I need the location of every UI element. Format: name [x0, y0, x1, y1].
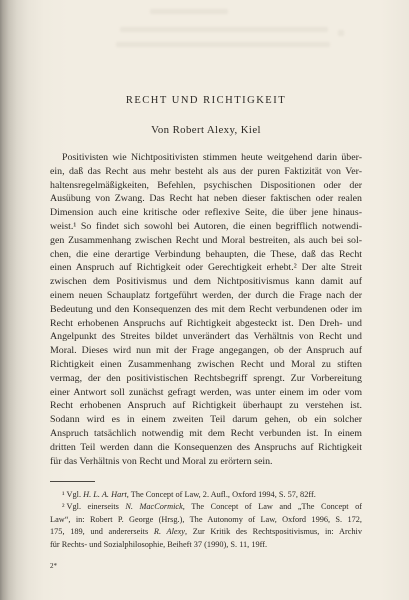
- signature-mark: 2*: [50, 562, 57, 570]
- body-line: Dimension auch eine kritische oder reflexive Seite, die über jene hinaus-: [50, 207, 362, 219]
- bleed-through-mark: [150, 9, 228, 14]
- footnote-author-name: R. Alexy: [153, 527, 185, 537]
- footnote-rule: [50, 481, 95, 482]
- footnote-1: [50, 489, 362, 501]
- body-line: Sodann wird es in einem zweiten Teil darum gehen, ob ein solcher: [50, 414, 362, 426]
- footnote-text: für Rechts- und Sozialphilosophie, Beiheft 37 (1990), S. 11, 19ff.: [50, 539, 268, 549]
- body-line: Bedeutung und den Konsequenzen des mit dem Recht verbundenen oder im: [50, 303, 362, 315]
- body-line: Richtigkeit einen Zusammenhang zwischen Recht und Moral zu stiften: [50, 358, 362, 370]
- footnote-text: 175, 189, und andererseits: [50, 527, 154, 537]
- footnote-author-name: H. L. A. Hart: [83, 490, 127, 499]
- footnote-text: Law“, in: Robert P. George (Hrsg.), The Autonomy of Law, Oxford 1996, S. 172,: [50, 514, 362, 524]
- body-line: gen Zusammenhang zwischen Recht und Moral bestreiten, als auch bei sol-: [50, 234, 362, 246]
- body-line: Positivisten wie Nichtpositivisten stimmen heute weitgehend darin über-: [62, 152, 362, 163]
- footnote-line: [50, 501, 362, 513]
- bleed-through-mark: [120, 27, 328, 32]
- footnote-marker: ¹: [62, 490, 65, 499]
- body-line: ein, daß das Recht aus mehr besteht als aus der puren Faktizität von Ver-: [50, 165, 362, 177]
- body-line: Recht erhobenen Anspruchs auf Richtigkeit abgesteckt ist. Den Dreh- und: [50, 317, 362, 329]
- body-line: chen, die eine derartige Verbindung behaupten, die These, daß das Recht: [50, 248, 362, 260]
- footnote-line: [50, 526, 362, 538]
- footnote-text: , The Concept of Law, 2. Aufl., Oxford 1994, S. 57, 82ff.: [126, 490, 316, 499]
- body-line: weist.¹ So findet sich sowohl bei Autoren, die einen begrifflich notwendi-: [50, 220, 362, 232]
- body-line: einen Anspruch auf Richtigkeit oder Gerechtigkeit erhebt.² Der alte Streit: [50, 262, 362, 274]
- footnote-line: [50, 489, 362, 501]
- footnote-2: [50, 501, 362, 551]
- body-line: einem neuen Schauplatz fortgeführt werden, der durch die Frage nach der: [50, 289, 362, 301]
- footnote-line: [50, 539, 362, 551]
- footnote-line: [50, 514, 362, 526]
- footnote-marker: ²: [62, 502, 65, 512]
- article-author: Von Robert Alexy, Kiel: [151, 124, 261, 136]
- footnotes: [50, 489, 362, 551]
- footnote-text: , The Concept of Law and „The Concept of: [182, 502, 362, 512]
- footnote-text: Vgl.: [66, 490, 84, 499]
- body-line: einer Antwort soll zunächst gefragt werden, was unter einem im oder vom: [50, 386, 362, 398]
- footnote-text: , Zur Kritik des Rechtspositivismus, in: Archiv: [184, 527, 363, 537]
- body-line: Recht erhobenen Anspruch auf Richtigkeit überhaupt zu verstehen ist.: [50, 400, 362, 412]
- body-line: haltensregelmäßigkeiten, Befehlen, psychischen Dispositionen oder der: [50, 179, 362, 191]
- body-line: vermag, der den positivistischen Rechtsbegriff sprengt. Zur Vorbereitung: [50, 372, 362, 384]
- body-line: Anspruch tatsächlich notwendig mit dem Recht verbunden ist. In einem: [50, 427, 362, 439]
- bleed-through-mark: [338, 30, 344, 36]
- article-title: RECHT UND RICHTIGKEIT: [125, 95, 287, 106]
- footnote-text: Vgl. einerseits: [66, 502, 126, 512]
- body-line: Moral. Dieses wird nun mit der Frage angegangen, ob der Anspruch auf: [50, 345, 362, 357]
- bleed-through-mark: [116, 42, 330, 47]
- body-line: dritten Teil werden dann die Konsequenzen des Anspruchs auf Richtigkeit: [50, 441, 362, 453]
- body-text: [50, 151, 362, 468]
- body-line: Angelpunkt des Streites bildet unverändert das Verhältnis von Recht und: [50, 331, 362, 343]
- body-line: für das Verhältnis von Recht und Moral zu erörtern sein.: [50, 455, 273, 467]
- body-line: Ausübung von Zwang. Das Recht hat neben dieser faktischen oder realen: [50, 193, 362, 205]
- body-line: zwischen dem Positivismus und dem Nichtpositivismus kann damit auf: [50, 276, 362, 288]
- footnote-author-name: N. MacCormick: [125, 502, 183, 512]
